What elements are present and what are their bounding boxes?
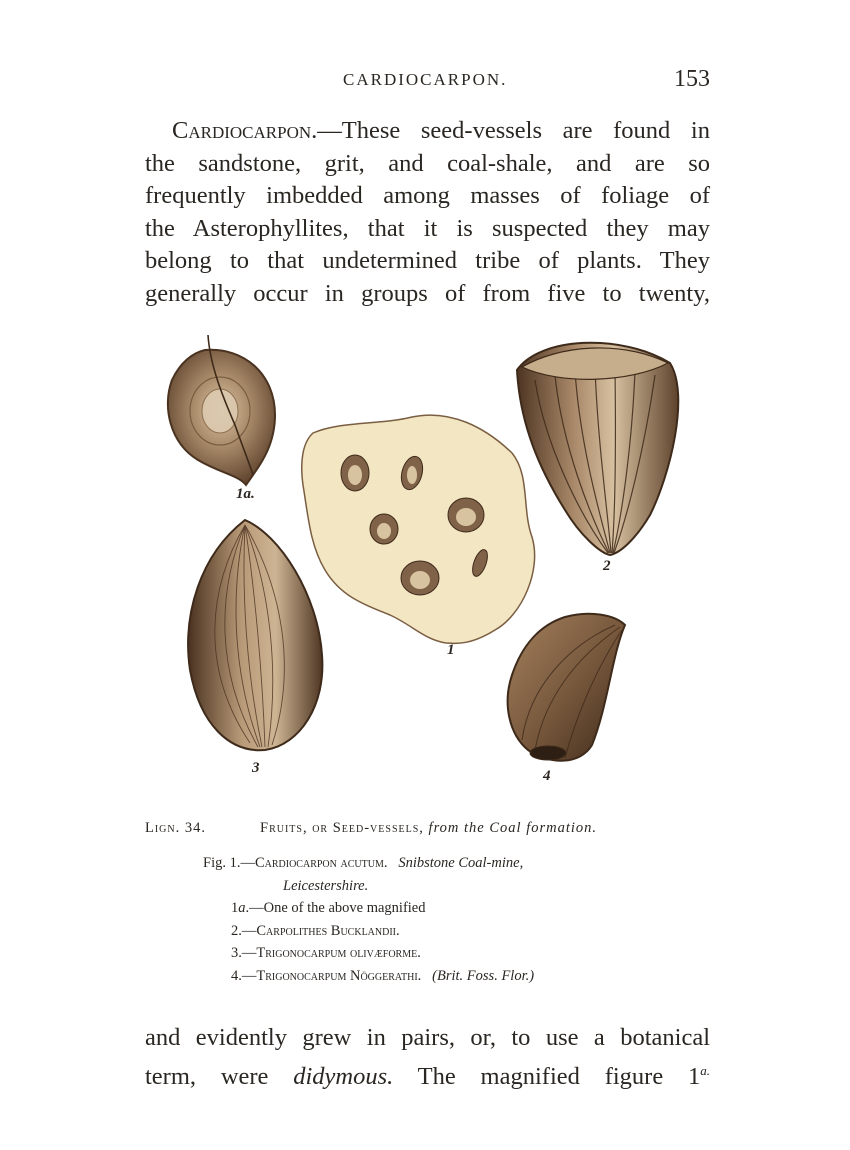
paragraph-1 — [145, 115, 710, 310]
paragraph-line: the sandstone, grit, and coal-shale, and are so — [145, 149, 710, 177]
figure-label-1: 1 — [447, 642, 455, 658]
figure-label-1a: 1a. — [236, 486, 255, 502]
fossil-seed-plate — [150, 325, 710, 795]
legend-row — [203, 897, 534, 920]
plate-title-italic: from the Coal formation. — [428, 820, 598, 836]
figure-label-3: 3 — [252, 760, 260, 776]
legend-continuation: Leicestershire. — [283, 877, 369, 894]
legend-row — [203, 920, 534, 943]
legend-prefix: 3.— — [231, 945, 257, 961]
paragraph-line: frequently imbedded among masses of foliage of — [145, 182, 710, 209]
legend-prefix: Fig. 1.— — [203, 855, 255, 871]
plate-title — [260, 820, 597, 837]
legend-source: (Brit. Foss. Flor.) — [432, 967, 535, 984]
figure-1a-seed — [168, 335, 275, 485]
plate-illustration — [150, 325, 710, 795]
page-header — [145, 66, 710, 96]
legend-text: .—One of the above magnified — [245, 900, 426, 916]
figure-4-seed — [508, 614, 625, 761]
superscript: a. — [700, 1062, 710, 1078]
paragraph-line — [145, 115, 710, 148]
line-text: term, were — [145, 1062, 294, 1090]
legend-row — [203, 942, 534, 965]
lead-term: Cardiocarpon. — [172, 117, 318, 144]
figure-1-slab — [302, 415, 535, 643]
figure-legend — [203, 852, 534, 987]
plate-number: Lign. 34. — [145, 820, 207, 836]
legend-name: Trigonocarpum Nöggerathi. — [256, 967, 422, 984]
running-title: CARDIOCARPON. — [343, 70, 508, 89]
legend-locality: Snibstone Coal-mine, — [398, 855, 524, 871]
paragraph-line: the Asterophyllites, that it is suspected they may — [145, 214, 710, 242]
page-number: 153 — [674, 66, 710, 92]
paragraph-line: belong to that undetermined tribe of plants. They — [145, 247, 710, 274]
legend-name: Trigonocarpum olivæforme. — [256, 945, 421, 961]
legend-row — [203, 852, 534, 875]
paragraph-line — [145, 1055, 710, 1094]
legend-prefix-italic: a — [238, 900, 246, 916]
figure-3-seed — [188, 520, 322, 750]
legend-prefix: 2.— — [231, 922, 257, 939]
italic-term: didymous. — [293, 1062, 394, 1090]
line-text: The magnified figure 1 — [393, 1062, 701, 1090]
line-text: —These seed-vessels are found in — [317, 117, 710, 144]
legend-name: Cardiocarpon acutum. — [254, 855, 388, 871]
plate-title-main: Fruits, or Seed-vessels, — [260, 820, 424, 836]
figure-label-2: 2 — [603, 558, 611, 574]
legend-row — [203, 875, 534, 898]
figure-2-seed — [517, 343, 678, 555]
paragraph-line: generally occur in groups of from five to twenty, — [145, 279, 710, 307]
figure-label-4: 4 — [543, 768, 551, 784]
legend-prefix: 4.— — [231, 967, 257, 984]
legend-prefix: 1 — [231, 900, 239, 916]
legend-name: Carpolithes Bucklandii. — [256, 922, 400, 939]
paragraph-2 — [145, 1022, 710, 1093]
legend-row — [203, 965, 534, 988]
paragraph-line: and evidently grew in pairs, or, to use a botanical — [145, 1024, 710, 1051]
